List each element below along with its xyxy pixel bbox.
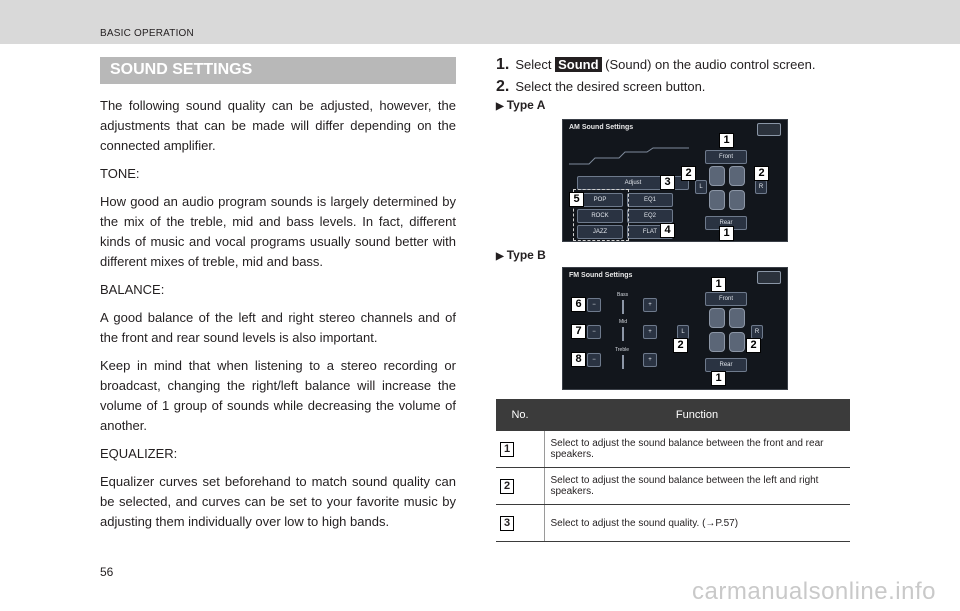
seat-icon [729,190,745,210]
callout-1: 1 [719,133,734,148]
callout-8: 8 [571,352,586,367]
preset-rock-button: ROCK [577,209,623,223]
right-button: R [755,180,767,194]
callout-2: 2 [746,338,761,353]
seat-icon [729,166,745,186]
row-number: 1 [500,442,514,457]
bass-slider [622,300,624,314]
type-b-label: ▶ Type B [496,248,546,262]
bass-plus-button: + [643,298,657,312]
row-function: Select to adjust the sound balance between the front and rear speakers. [544,431,850,468]
seat-icon [729,332,745,352]
equalizer-paragraph: Equalizer curves set beforehand to match sound quality can be selected, and curves can be set to your favorite music by adjusting them individually over low to high bands. [100,474,456,529]
intro-paragraph: The following sound quality can be adjusted, however, the adjustments that can be made will differ depending on the connected amplifier. [100,98,456,153]
row-function: Select to adjust the sound balance between the left and right speakers. [544,468,850,505]
sound-button-chip: Sound [555,57,601,72]
step-2 [496,78,705,96]
preset-eq1-button: EQ1 [627,193,673,207]
eq-curve-graph [569,138,709,168]
rear-button: Rear [705,358,747,372]
treble-slider [622,355,624,369]
seat-icon [709,190,725,210]
mid-label: Mid [619,319,628,325]
seat-icon [709,332,725,352]
callout-5: 5 [569,192,584,207]
callout-4: 4 [660,223,675,238]
treble-minus-button: − [587,353,601,367]
callout-7: 7 [571,324,586,339]
left-button: L [695,180,707,194]
triangle-right-icon: ▶ [496,101,504,112]
tone-heading: TONE: [100,166,140,181]
front-button: Front [705,150,747,164]
row-function: Select to adjust the sound quality. (→P.57) [544,505,850,542]
triangle-right-icon: ▶ [496,251,504,262]
preset-jazz-button: JAZZ [577,225,623,239]
preset-eq2-button: EQ2 [627,209,673,223]
table-row [496,505,850,542]
rear-button: Rear [705,216,747,230]
balance-heading: BALANCE: [100,282,165,297]
type-a-label: ▶ Type A [496,98,546,112]
callout-1: 1 [711,277,726,292]
tone-paragraph: How good an audio program sounds is largely determined by the mix of the treble, mid and bass levels. In fact, different kinds of music and vocal programs usually sound better with different mixes of treble, mid and bass. [100,194,456,269]
treble-plus-button: + [643,353,657,367]
screen-title: FM Sound Settings [569,272,633,279]
bass-label: Bass [617,292,629,298]
screen-title: AM Sound Settings [569,124,634,131]
equalizer-heading: EQUALIZER: [100,446,178,461]
body-text [100,96,456,540]
back-button [757,123,781,136]
callout-1: 1 [711,371,726,386]
treble-label: Treble [615,347,629,353]
step-number: 1. [496,56,510,73]
bass-minus-button: − [587,298,601,312]
right-button: R [751,325,763,339]
preset-pop-button: POP [577,193,623,207]
left-button: L [677,325,689,339]
front-button: Front [705,292,747,306]
step-text: Select [515,57,556,72]
callout-3: 3 [660,175,675,190]
type-a-screen [562,119,788,242]
step-text: Select the desired screen button. [515,79,706,94]
section-header: BASIC OPERATION [100,28,194,39]
table-row [496,431,850,468]
seat-icon [709,308,725,328]
seat-icon [729,308,745,328]
seat-icon [709,166,725,186]
balance-paragraph: A good balance of the left and right stereo channels and of the front and rear sound levels is also important. [100,310,456,345]
preset-flat-button: FLAT [627,225,673,239]
table-row [496,468,850,505]
row-number: 2 [500,479,514,494]
function-table [496,399,850,542]
step-number: 2. [496,78,510,95]
adjust-button: Adjust [577,176,689,190]
balance-note-paragraph: Keep in mind that when listening to a stereo recording or broadcast, changing the right/left balance will increase the volume of 1 group of sounds while decreasing the volume of another. [100,358,456,433]
callout-2: 2 [754,166,769,181]
header-function: Function [544,399,850,431]
page-title: SOUND SETTINGS [110,61,253,78]
step-text: (Sound) on the audio control screen. [601,57,816,72]
watermark: carmanualsonline.info [692,578,936,605]
step-1 [496,56,815,74]
callout-2: 2 [681,166,696,181]
mid-slider [622,327,624,341]
callout-6: 6 [571,297,586,312]
back-button [757,271,781,284]
title-banner [100,57,456,84]
callout-2: 2 [673,338,688,353]
page-number: 56 [100,565,114,579]
type-b-screen [562,267,788,390]
mid-minus-button: − [587,325,601,339]
row-number: 3 [500,516,514,531]
mid-plus-button: + [643,325,657,339]
table-header-row [496,399,850,431]
header-no: No. [496,399,544,431]
callout-1: 1 [719,226,734,241]
